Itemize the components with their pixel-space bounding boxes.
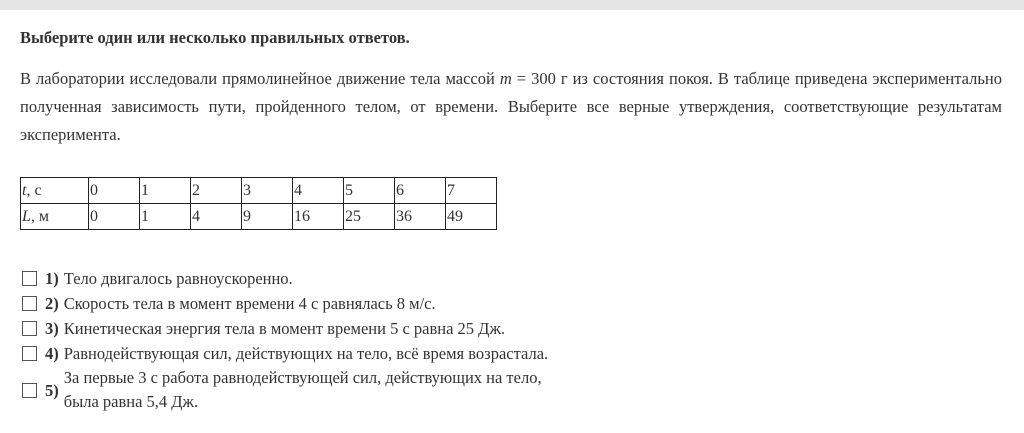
table-cell: 0 (89, 204, 140, 230)
table-cell: 49 (446, 204, 497, 230)
table-cell: 6 (395, 178, 446, 204)
table-header-time (21, 178, 89, 204)
answer-option-3[interactable] (20, 316, 1002, 341)
table-cell: 25 (344, 204, 395, 230)
time-unit: , с (26, 181, 42, 199)
answer-checkbox-4[interactable] (22, 346, 37, 361)
table-header-distance (21, 204, 89, 230)
answer-options (20, 266, 1002, 414)
time-variable: t (22, 181, 27, 199)
distance-variable: L (22, 207, 31, 225)
table-cell: 2 (191, 178, 242, 204)
table-cell: 16 (293, 204, 344, 230)
problem-statement (20, 65, 1002, 149)
option-text: Тело двигалось равноускоренно. (63, 269, 293, 288)
table-cell: 4 (293, 178, 344, 204)
table-cell: 0 (89, 178, 140, 204)
option-number: 1) (45, 269, 59, 288)
table-row-distance (21, 204, 497, 230)
answer-checkbox-3[interactable] (22, 321, 37, 336)
table-row-time (21, 178, 497, 204)
option-number: 5) (45, 380, 59, 400)
mass-variable: m (499, 69, 512, 88)
question-content (20, 28, 1002, 414)
distance-unit: , м (30, 207, 50, 225)
option-text-line2: была равна 5,4 Дж. (63, 392, 199, 411)
answer-checkbox-2[interactable] (22, 296, 37, 311)
answer-checkbox-1[interactable] (22, 271, 37, 286)
option-text (64, 366, 542, 414)
table-cell: 36 (395, 204, 446, 230)
option-number: 3) (45, 319, 59, 338)
top-bar (0, 0, 1024, 10)
option-number: 2) (45, 294, 59, 313)
table-cell: 1 (140, 204, 191, 230)
question-instruction: Выберите один или несколько правильных ответов. (20, 28, 410, 47)
answer-option-2[interactable] (20, 291, 1002, 316)
option-text-line1: За первые 3 с работа равнодействующей сил, действующих на тело, (63, 368, 542, 387)
problem-text-part2: = 300 г из состояния покоя. В таблице приведена экспериментально полученная зависимость пути, пройденного телом, от времени. Выберите все верные утверждения, соответствующие результатам эксперимента. (20, 69, 1002, 144)
table-cell: 7 (446, 178, 497, 204)
answer-checkbox-5[interactable] (22, 383, 37, 398)
answer-option-5[interactable] (20, 366, 1002, 414)
table-cell: 9 (242, 204, 293, 230)
answer-option-1[interactable] (20, 266, 1002, 291)
problem-text-part1: В лаборатории исследовали прямолинейное движение тела массой (20, 69, 500, 88)
option-text: Скорость тела в момент времени 4 с равнялась 8 м/с. (63, 294, 436, 313)
table-cell: 4 (191, 204, 242, 230)
option-number: 4) (45, 344, 59, 363)
table-cell: 5 (344, 178, 395, 204)
table-cell: 3 (242, 178, 293, 204)
option-text: Кинетическая энергия тела в момент времени 5 с равна 25 Дж. (63, 319, 505, 338)
option-text: Равнодействующая сил, действующих на тело, всё время возрастала. (63, 344, 549, 363)
data-table (20, 177, 497, 230)
answer-option-4[interactable] (20, 341, 1002, 366)
table-cell: 1 (140, 178, 191, 204)
